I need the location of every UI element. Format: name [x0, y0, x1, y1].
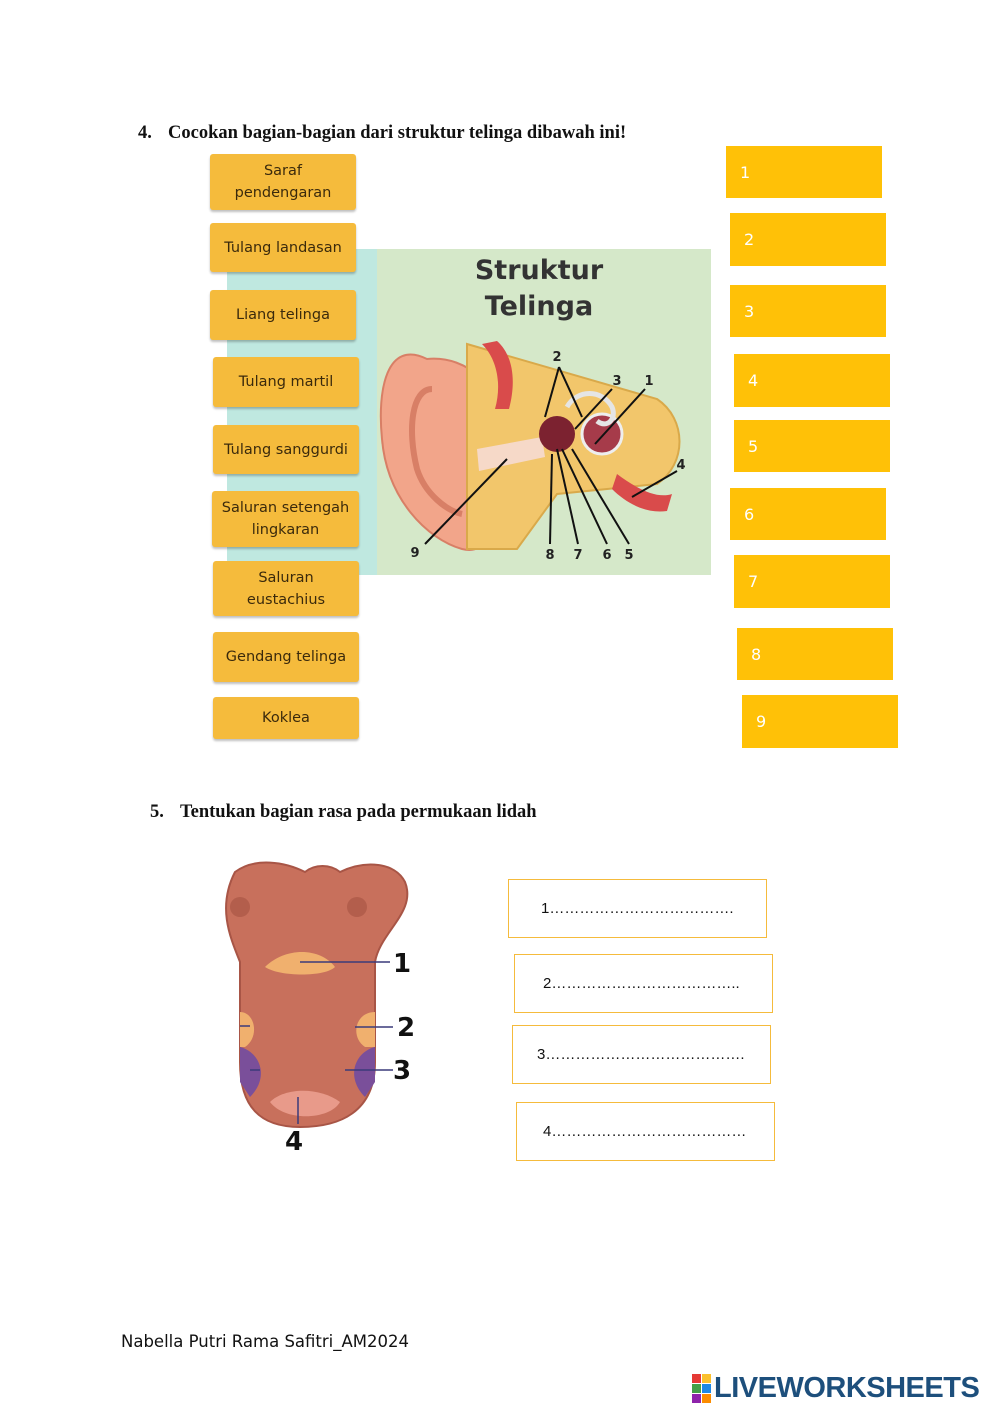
tongue-number-4: 4 — [285, 1127, 304, 1157]
ear-title-line1: Struktur — [474, 255, 604, 286]
label-card-text: Saraf pendengaran — [234, 163, 332, 201]
answer-slot-7[interactable] — [734, 555, 890, 608]
ear-number-9: 9 — [410, 546, 420, 561]
answer-slot-number: 2 — [744, 230, 755, 249]
ear-number-4: 4 — [676, 458, 686, 473]
ear-number-8: 8 — [545, 548, 555, 563]
ear-number-2: 2 — [552, 350, 562, 365]
answer-slot-number: 6 — [744, 504, 755, 524]
label-card-tulang-martil[interactable] — [213, 357, 359, 407]
label-card-text: Tulang martil — [238, 374, 334, 390]
label-card-text: Tulang sanggurdi — [224, 441, 348, 458]
label-card-saraf-pendengaran[interactable] — [210, 154, 356, 210]
ear-number-1: 1 — [644, 374, 654, 389]
liveworksheets-logo-icon — [692, 1374, 711, 1403]
answer-slot-1[interactable] — [726, 146, 882, 198]
tongue-number-1: 1 — [393, 949, 412, 979]
question-5-number: 5. — [150, 802, 164, 822]
liveworksheets-logo[interactable] — [692, 1372, 979, 1405]
tongue-answer-text: 1………………………………. — [541, 900, 734, 917]
answer-slot-number: 7 — [748, 572, 759, 591]
answer-slot-2[interactable] — [730, 213, 886, 266]
tongue-answer-text: 4………………………………… — [543, 1123, 747, 1140]
answer-slot-5[interactable] — [734, 420, 890, 472]
tongue-answer-text: 2……………………………….. — [543, 975, 740, 992]
label-card-text: Tulang landasan — [224, 239, 342, 256]
answer-slot-6[interactable] — [730, 488, 886, 540]
tongue-number-3: 3 — [393, 1056, 412, 1086]
answer-slot-number: 1 — [740, 162, 751, 182]
ear-number-5: 5 — [624, 548, 634, 563]
answer-slot-number: 9 — [756, 712, 767, 731]
label-card-tulang-landasan[interactable] — [210, 223, 356, 272]
tongue-answer-field-4[interactable] — [516, 1102, 775, 1161]
tongue-answer-field-3[interactable] — [512, 1025, 771, 1084]
label-card-liang-telinga[interactable] — [210, 290, 356, 340]
answer-slot-8[interactable] — [737, 628, 893, 680]
tongue-diagram — [205, 852, 450, 1157]
author-name: Nabella Putri Rama Safitri_AM2024 — [121, 1332, 410, 1351]
answer-slot-number: 3 — [744, 301, 755, 321]
liveworksheets-logo-text: LIVEWORKSHEETS — [714, 1372, 980, 1404]
tongue-answer-text: 3…………………………………. — [537, 1046, 745, 1063]
label-card-text: Gendang telinga — [225, 649, 347, 665]
answer-slot-4[interactable] — [734, 354, 890, 407]
label-card-text: Koklea — [262, 710, 310, 726]
label-card-text: Liang telinga — [236, 307, 330, 323]
tongue-answer-field-2[interactable] — [514, 954, 773, 1013]
answer-slot-number: 5 — [748, 436, 759, 456]
answer-slot-9[interactable] — [742, 695, 898, 748]
answer-slot-number: 4 — [748, 371, 759, 390]
ear-number-6: 6 — [602, 548, 612, 563]
ear-number-3: 3 — [612, 374, 622, 389]
answer-slot-3[interactable] — [730, 285, 886, 337]
label-card-koklea[interactable] — [213, 697, 359, 739]
label-card-gendang-telinga[interactable] — [213, 632, 359, 682]
tongue-number-2: 2 — [397, 1013, 416, 1043]
answer-slot-number: 8 — [751, 644, 762, 664]
question-4-title — [138, 123, 626, 144]
label-card-text: Saluran eustachius — [246, 569, 326, 608]
label-card-tulang-sanggurdi[interactable] — [213, 425, 359, 474]
tongue-answer-field-1[interactable] — [508, 879, 767, 938]
question-4-number: 4. — [138, 123, 152, 143]
ear-number-7: 7 — [573, 548, 583, 563]
question-5-text: Tentukan bagian rasa pada permukaan lidah — [180, 802, 537, 822]
ear-title-line2: Telinga — [484, 291, 594, 322]
question-4-text: Cocokan bagian-bagian dari struktur telinga dibawah ini! — [168, 123, 627, 143]
label-card-saluran-eustachius[interactable] — [213, 561, 359, 616]
label-card-text: Saluran setengah lingkaran — [221, 500, 350, 538]
label-card-saluran-setengah-lingkaran[interactable] — [212, 491, 359, 547]
question-5-title — [150, 802, 537, 823]
